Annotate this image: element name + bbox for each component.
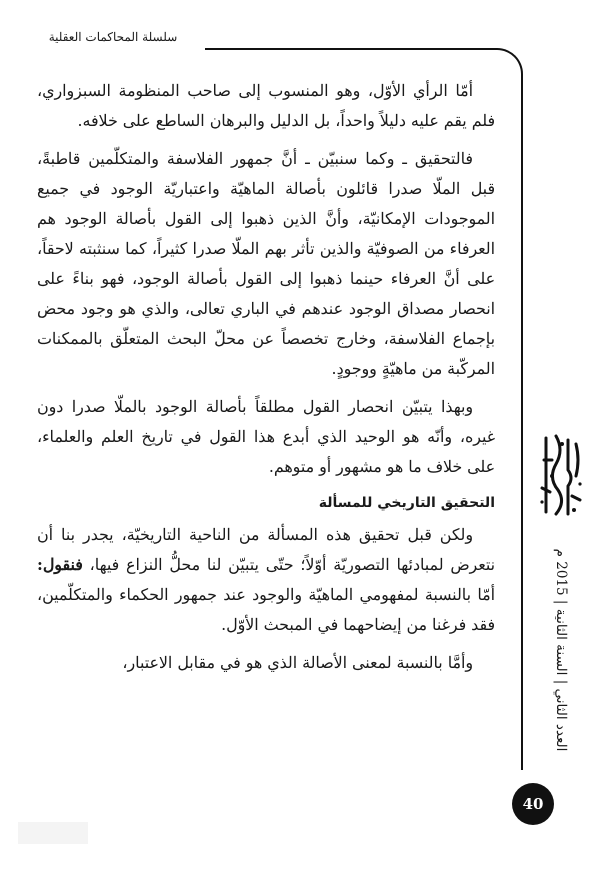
issue-label: العدد الثاني	[553, 688, 569, 752]
page-number-badge	[512, 783, 554, 825]
issue-separator: |	[553, 595, 569, 605]
issue-separator: |	[553, 675, 569, 685]
paragraph-4-bold: فنقول:	[37, 555, 83, 574]
issue-info	[548, 530, 574, 770]
running-header: سلسلة المحاكمات العقلية	[48, 30, 178, 44]
paragraph-4	[37, 520, 495, 640]
section-heading: التحقيق التاريخي للمسألة	[318, 495, 495, 511]
journal-calligraphy-logo	[536, 430, 584, 520]
scan-artifact	[18, 822, 88, 844]
body-text	[37, 76, 495, 686]
year-label: السنة الثانية	[553, 608, 569, 676]
year-value: 2015 م	[553, 548, 569, 596]
page-number: 40	[522, 795, 544, 813]
paragraph-4-part-1: ولكن قبل تحقيق هذه المسألة من الناحية التاريخيّة، يجدر بنا أن نتعرض لمبادئها التصوريّة أوّلاً؛ حتّى يتبيّن لنا محلُّ النزاع فيها،	[37, 525, 495, 574]
paragraph-3: وبهذا يتبيّن انحصار القول مطلقاً بأصالة الوجود بالملّا صدرا دون غيره، وأنّه هو الوحيد الذي أبدع هذا القول في تاريخ العلم والعلماء، على خلاف ما هو مشهور أو متوهم.	[37, 397, 495, 476]
journal-logo-text: المحاكمات العقلية	[536, 430, 544, 431]
paragraph-1: أمّا الرأي الأوّل، وهو المنسوب إلى صاحب المنظومة السبزواري، فلم يقم عليه دليلاً واحداً، بل الدليل والبرهان الساطع على خلافه.	[37, 81, 495, 130]
paragraph-5: وأمَّا بالنسبة لمعنى الأصالة الذي هو في مقابل الاعتبار،	[122, 653, 473, 672]
paragraph-2: فالتحقيق ـ وكما سنبيّن ـ أنَّ جمهور الفلاسفة والمتكلّمين قاطبةً، قبل الملّا صدرا قائلون بأصالة الماهيّة واعتباريّة الوجود في جميع الموجودات الإمكانيّة، وأنَّ الذين ذهبوا إلى القول بأصالة الوجود هم العرفاء من الصوفيّة والذين تأثر بهم الملّا صدرا كثيراً، كما سنثبته لاحقاً، على أنَّ العرفاء حينما ذهبوا إلى القول بأصالة الوجود، فهو بناءً على انحصار مصداق الوجود عندهم في الباري تعالى، والذي هو وجود محض بإجماع الفلاسفة، وخارج تخصصاً عن محلّ البحث المتعلّق بالممكنات المركّبة من ماهيّةٍ ووجودٍ.	[37, 149, 495, 378]
paragraph-4-part-2: أمّا بالنسبة لمفهومي الماهيّة والوجود عند جمهور الحكماء والمتكلّمين، فقد فرغنا من إيضاحهما في المبحث الأوّل.	[37, 585, 495, 634]
page-frame-stub	[521, 762, 524, 770]
